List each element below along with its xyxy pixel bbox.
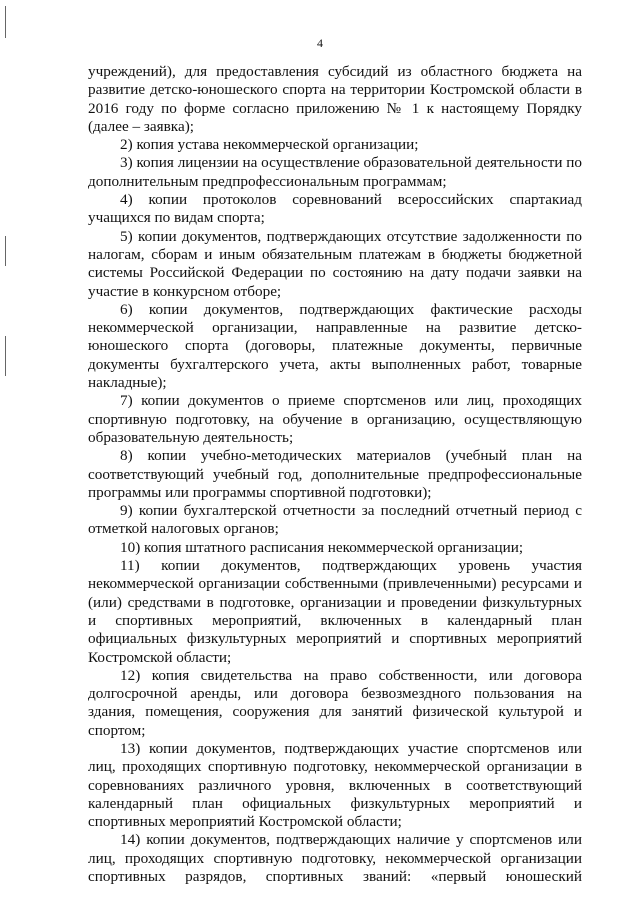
paragraph (88, 557, 582, 667)
text-line: учащихся по видам спорта; (88, 209, 265, 227)
text-line: налогам, сборам и иным обязательным платежам в бюджеты бюджетной (88, 245, 582, 263)
text-line: 4) копии протоколов соревнований всероссийских спартакиад (120, 191, 582, 209)
paragraph (88, 740, 582, 831)
text-line: 7) копии документов о приеме спортсменов или лиц, проходящих (120, 392, 582, 410)
paragraph (88, 301, 582, 392)
text-line: (далее – заявка); (88, 117, 194, 135)
text-line: 3) копия лицензии на осуществление образовательной деятельности по (120, 154, 582, 172)
text-line: официальных физкультурных мероприятий и спортивных мероприятий (88, 630, 582, 648)
paragraph (88, 191, 582, 228)
text-line: 6) копии документов, подтверждающих фактические расходы (120, 300, 582, 318)
scan-edge-mark (5, 236, 6, 266)
paragraph (88, 831, 582, 886)
text-line: 12) копия свидетельства на право собственности, или договора (120, 666, 582, 684)
paragraph (88, 502, 582, 539)
paragraph (88, 136, 582, 154)
paragraph (88, 228, 582, 301)
text-line: 2016 году по форме согласно приложению № 1 к настоящему Порядку (88, 99, 582, 117)
scan-edge-mark (5, 336, 6, 376)
text-line: развитие детско-юношеского спорта на территории Костромской области в (88, 81, 582, 99)
text-line: соответствующий учебный год, дополнительные предпрофессиональные (88, 465, 582, 483)
text-line: дополнительным предпрофессиональным программам; (88, 172, 447, 190)
text-line: 14) копии документов, подтверждающих наличие у спортсменов или (120, 831, 582, 849)
text-line: 9) копии бухгалтерской отчетности за последний отчетный период с (120, 502, 582, 520)
text-line: спортивную подготовку, на обучение в организацию, осуществляющую (88, 410, 582, 428)
text-line: документы бухгалтерского учета, акты выполненных работ, товарные (88, 355, 582, 373)
page-number: 4 (317, 36, 323, 50)
text-line: системы Российской Федерации по состоянию на дату подачи заявки на (88, 264, 582, 282)
paragraph (88, 63, 582, 136)
paragraph (88, 667, 582, 740)
text-line: спортом; (88, 721, 146, 739)
text-line: юношеского спорта (договоры, платежные документы, первичные (88, 337, 582, 355)
paragraph (88, 539, 582, 557)
text-line: спортивных разрядов, спортивных званий: «первый юношеский (88, 868, 582, 886)
text-line: календарный план официальных физкультурных мероприятий и (88, 794, 582, 812)
text-line: здания, помещения, сооружения для занятий физической культурой и (88, 703, 582, 721)
text-line: 11) копии документов, подтверждающих уровень участия (120, 557, 582, 575)
text-line: программы или программы спортивной подготовки); (88, 483, 432, 501)
text-line: Костромской области; (88, 648, 232, 666)
paragraph (88, 447, 582, 502)
scan-edge-mark (5, 6, 6, 38)
text-line: (или) средствами в подготовке, организации и проведении физкультурных (88, 593, 582, 611)
text-line: соревнованиях различного уровня, включенных в соответствующий (88, 776, 582, 794)
text-line: долгосрочной аренды, или договора безвозмездного пользования на (88, 685, 582, 703)
text-line: 13) копии документов, подтверждающих участие спортсменов или (120, 739, 582, 757)
text-line: 8) копии учебно-методических материалов (учебный план на (120, 447, 582, 465)
text-line: 5) копии документов, подтверждающих отсутствие задолженности по (120, 227, 582, 245)
text-line: и спортивных мероприятий, включенных в календарный план (88, 611, 582, 629)
document-body (88, 63, 582, 886)
text-line: спортивных мероприятий Костромской области; (88, 813, 402, 831)
text-line: некоммерческой организации, направленные на развитие детско- (88, 319, 582, 337)
text-line: лиц, проходящих спортивную подготовку, некоммерческой организации (88, 849, 582, 867)
text-line: 10) копия штатного расписания некоммерческой организации; (120, 538, 524, 556)
text-line: некоммерческой организации собственными (привлеченными) ресурсами и (88, 575, 582, 593)
text-line: 2) копия устава некоммерческой организации; (120, 136, 419, 154)
text-line: отметкой налоговых органов; (88, 520, 279, 538)
text-line: учреждений), для предоставления субсидий из областного бюджета на (88, 63, 582, 80)
text-line: образовательную деятельность; (88, 428, 294, 446)
text-line: участие в конкурсном отборе; (88, 282, 282, 300)
paragraph (88, 392, 582, 447)
text-line: лиц, проходящих спортивную подготовку, некоммерческой организации в (88, 758, 582, 776)
paragraph (88, 154, 582, 191)
text-line: накладные); (88, 374, 167, 392)
